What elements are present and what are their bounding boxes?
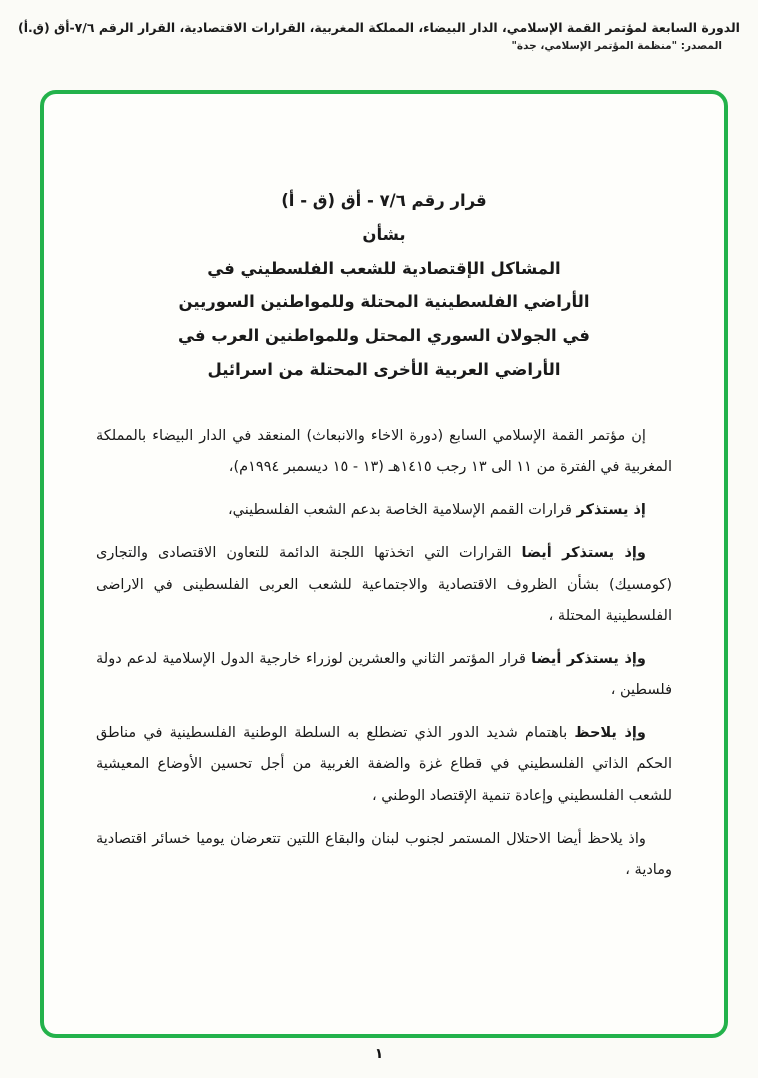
paragraph-text: باهتمام شديد الدور الذي تضطلع به السلطة الوطنية الفلسطينية في مناطق الحكم الذاتي الفلسطيني في قطاع غزة والضفة الغربية من أجل تحسين الأوضاع المعيشية للشعب الفلسطيني وإعادة تنمية الإقتصاد الوطني ، <box>96 725 672 804</box>
paragraph-preamble <box>96 421 672 483</box>
resolution-title-block <box>96 184 672 387</box>
paragraph-lead: وإذ يستذكر أيضا <box>521 545 646 562</box>
paragraph-noting-1 <box>96 718 672 812</box>
green-scan-border <box>40 90 728 1038</box>
header-source-line: المصدر: "منظمة المؤتمر الإسلامي، جدة" <box>511 40 722 52</box>
paragraph-text: قرار المؤتمر الثاني والعشرين لوزراء خارجية الدول الإسلامية لدعم دولة فلسطين ، <box>96 650 672 699</box>
paragraph-lead: وإذ يلاحظ <box>574 725 646 742</box>
paragraph-lead: إذ يستذكر <box>576 502 646 519</box>
title-subject-line-4: الأراضي العربية الأخرى المحتلة من اسرائيل <box>207 360 561 380</box>
document-body-area <box>96 184 672 1014</box>
paragraph-lead: وإذ يستذكر أيضا <box>531 650 646 667</box>
paragraph-recalling-2 <box>96 538 672 632</box>
header-citation-line: الدورة السابعة لمؤتمر القمة الإسلامي، الدار البيضاء، المملكة المغربية، القرارات الاقتصادية، القرار الرقم ٧/٦-أق (ق.أ) <box>18 20 740 35</box>
paragraph-text: إن مؤتمر القمة الإسلامي السابع (دورة الاخاء والانبعاث) المنعقد في الدار البيضاء بالمملكة المغربية في الفترة من ١١ الى ١٣ رجب ١٤١٥هـ (١٣ - ١٥ ديسمبر ١٩٩٤م)، <box>96 427 672 476</box>
title-subject-line-1: المشاكل الإقتصادية للشعب الفلسطيني في <box>207 258 561 278</box>
paragraph-text: واذ يلاحظ أيضا الاحتلال المستمر لجنوب لبنان والبقاع اللتين تتعرضان يوميا خسائر اقتصادية ومادية ، <box>96 830 672 878</box>
paragraph-noting-2 <box>96 824 672 886</box>
title-regarding-line: بشأن <box>362 224 406 244</box>
document-header <box>10 18 748 52</box>
paragraph-text: قرارات القمم الإسلامية الخاصة بدعم الشعب الفلسطيني، <box>227 502 577 519</box>
resolution-number-line: قرار رقم ٧/٦ - أق (ق - أ) <box>281 191 487 210</box>
paragraph-recalling-3 <box>96 644 672 706</box>
paragraph-text: القرارات التي اتخذتها اللجنة الدائمة للتعاون الاقتصادى والتجارى (كومسيك) بشأن الظروف الاقتصادية والاجتماعية للشعب العربى الفلسطينى في الاراضى الفلسطينية المحتلة ، <box>96 545 672 624</box>
title-subject-line-2: الأراضي الفلسطينية المحتلة وللمواطنين السوريين <box>178 292 590 312</box>
title-subject-line-3: في الجولان السوري المحتل وللمواطنين العرب في <box>178 326 590 346</box>
resolution-body <box>96 421 672 886</box>
page-number: ١ <box>374 1046 384 1062</box>
paragraph-recalling-1 <box>96 495 672 526</box>
